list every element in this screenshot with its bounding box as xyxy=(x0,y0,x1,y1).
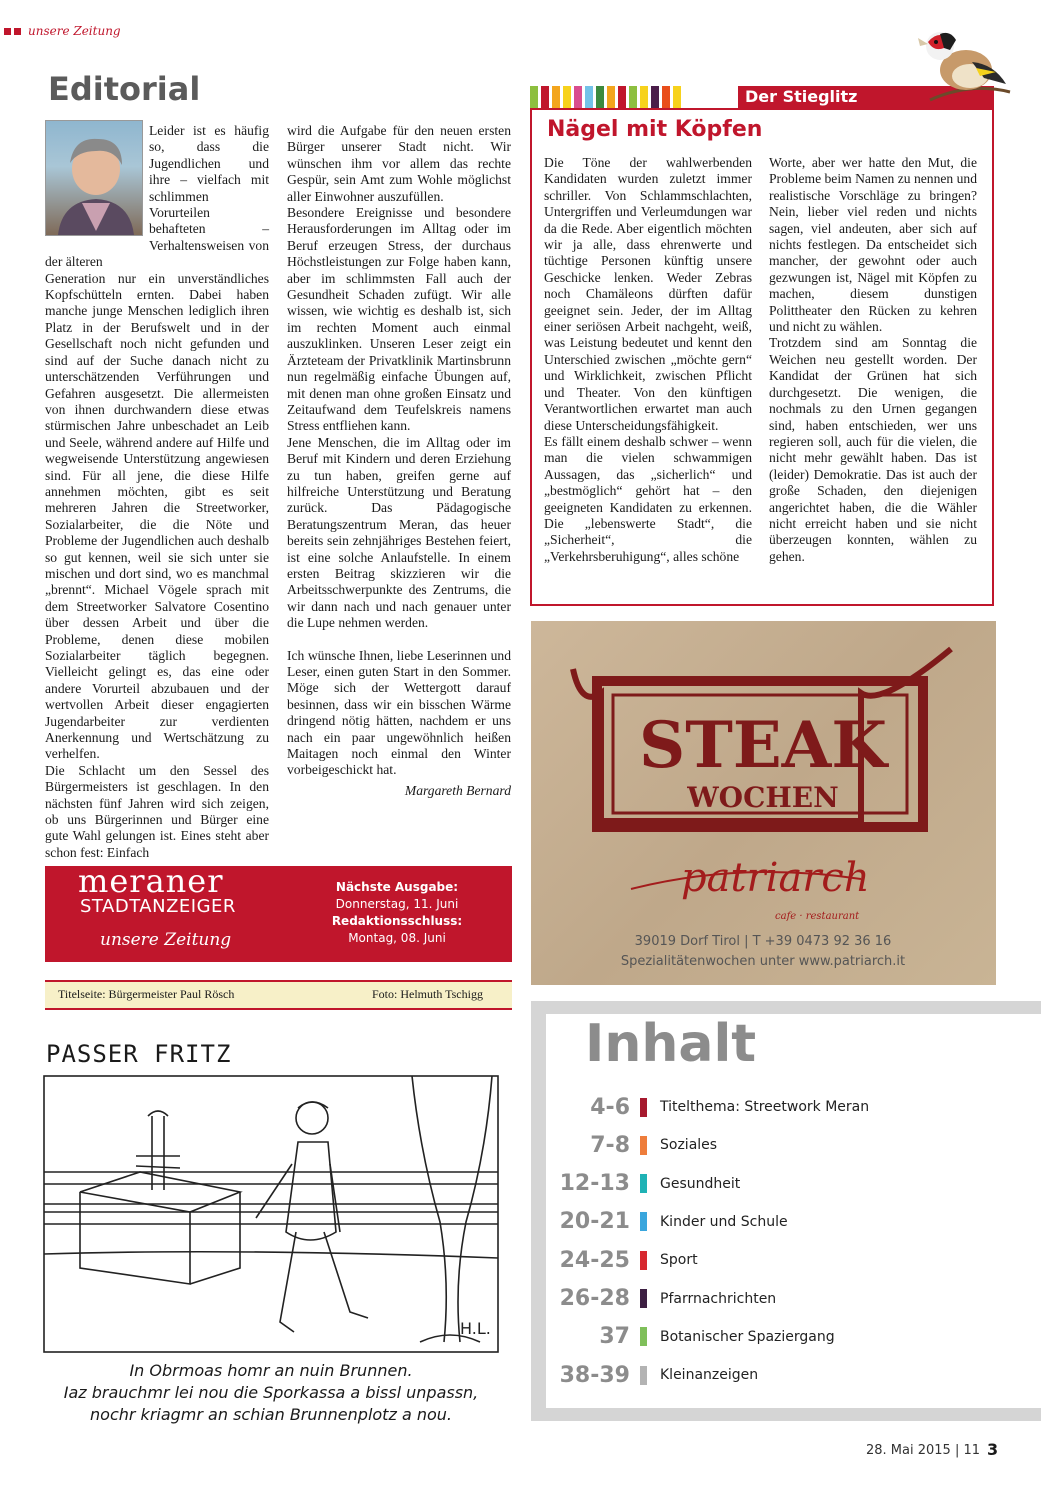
header-brand: unsere Zeitung xyxy=(28,24,121,38)
toc-color-bar xyxy=(640,1366,647,1385)
toc-label: Titelthema: Streetwork Meran xyxy=(660,1099,870,1115)
stripe-segment xyxy=(607,86,615,108)
stieglitz-text: Es fällt einem deshalb schwer – wenn man die vielen schwammigen Aussagen, das „sicherlich“ und „bestmöglich“ gehört hat – den geeigneten Kandidaten zu erkennen. Die „lebenswerte Stadt“, die „Sicherheit“, die „Verkehrsberuhigung“, alles schöne xyxy=(544,433,752,564)
toc-pages: 12-13 xyxy=(559,1171,630,1197)
editorial-text: Generation nur ein unverständliches Kopfschütteln ernten. Dabei haben manche junge Menschen lediglich ihren Platz in der Berufswelt und in der Gesellschaft noch nicht gefunden und sind auf der Suche danach nicht zu unterschätzenden Verführungen und Gefahren ausgesetzt. Die allermeisten von ihnen durchwandern diese etwas stürmischen Jahre unbeschadet an Leib und Seele, während andere auf Hilfe und wegweisende Unterstützung angewiesen sind. Für all jene, die diese Hilfe annehmen möchten, gibt es seit mehreren Jahren die Streetworker, Sozialarbeiter, die die Nöte und Probleme der Jugendlichen auch deshalb so gut kennen, weil sie sich unter sie mischen und dort sind, wo es manchmal „brennt“. Michael Vögele sprach mit dem Streetworker Salvatore Cosentino über dessen Arbeit und über die Probleme, denen diese mobilen Sozialarbeiter täglich begegnen. Vielleicht gelingt es, das eine oder andere Vorurteil abzubauen und der wertvollen Arbeit dieser engagierten Jugendarbeiter zur verdienten Anerkennung und Wertschätzung zu verhelfen. xyxy=(45,270,269,762)
next-issue-date: Donnerstag, 11. Juni xyxy=(335,897,459,911)
cartoon-signature: H.L. xyxy=(460,1319,491,1338)
editorial-author: Margareth Bernard xyxy=(404,782,511,798)
header-marker xyxy=(4,28,11,35)
stieglitz-text: Die Töne der wahlwerbenden Kandidaten wurden zuletzt immer schriller. Von Schlammschlachten, Untergriffen und Verleumdungen war da die Rede. Aber eigentlich möchten wir ja alle, dass ehrenwerte und tüchtige Personen künftig unsere Geschicke lenken. Weder Zebras noch Chamäleons dürften dafür geeignet sein. Jeder, der im Alltag einer seriösen Arbeit nachgeht, weiß, was Leistung bedeutet und kennt den Unterschied zwischen „möchte gern“ und Wirklichkeit, zwischen Pflicht und Theater. Von den künftigen Verantwortlichen erwartet man auch diese Unterscheidungsfähigkeit. xyxy=(544,155,752,433)
ad-restaurant: patriarch xyxy=(681,855,870,901)
editorial-column-2 xyxy=(287,123,511,799)
stieglitz-tag: Der Stieglitz xyxy=(745,87,858,106)
stripe-segment xyxy=(673,86,681,108)
cartoon-caption-line: Iaz brauchmr lei nou die Sporkassa a bissl unpassn, xyxy=(63,1383,479,1402)
deadline-label: Redaktionsschluss: xyxy=(331,914,463,928)
toc-label: Botanischer Spaziergang xyxy=(660,1328,835,1345)
toc-label: Sport xyxy=(660,1252,698,1269)
toc-label: Pfarrnachrichten xyxy=(660,1290,777,1307)
editorial-text: Jene Menschen, die im Alltag oder im Beruf mit Kindern und deren Erziehung zu tun haben, greifen gerne auf hilfreiche Unterstützung und Beratung zurück. Das Pädagogische Beratungszentrum Meran, das heuer bereits sein zehnjähriges Bestehen feiert, ist eine solche Anlaufstelle. In einem ersten Beitrag skizzieren wir die Arbeitsschwerpunkte des Zentrums, die wir dann nach und nach genauer unter die Lupe nehmen werden. xyxy=(287,434,511,631)
editorial-text: Die Schlacht um den Sessel des Bürgermeisters ist geschlagen. In den nächsten fünf Jahren wird sich zeigen, ob uns Bürgerinnen und Bürger eine gute Wahl gelungen ist. Eines steht aber schon fest: Einfach xyxy=(45,762,269,860)
stripe-segment xyxy=(563,86,571,108)
cover-credit-right: Foto: Helmuth Tschigg xyxy=(372,987,483,1001)
toc-pages: 38-39 xyxy=(559,1362,630,1388)
ad-headline: STEAK xyxy=(639,708,887,783)
header-marker xyxy=(14,28,21,35)
stieglitz-text: Worte, aber wer hatte den Mut, die Probleme beim Namen zu nennen und realistische Vorschläge zu bringen? Nein, lieber viel reden und nichts sagen, viel andeuten, aber sich auf nichts festlegen. Da entscheidet sich mancher, der gewohnt oder auch gezwungen ist, Nägel mit Köpfen zu machen, diesem dunstigen Polittheater den Rücken zu kehren und nicht zu wählen. xyxy=(769,155,978,335)
toc-pages: 26-28 xyxy=(559,1286,630,1311)
editorial-text: Leider ist es häufig so, dass die Jugendlichen und ihre – vielfach mit schlimmen Vorurteilen behafteten – Verhaltensweisen von der älteren xyxy=(45,123,269,270)
color-stripe xyxy=(530,86,684,113)
cartoon-title: PASSER FRITZ xyxy=(46,1040,232,1068)
stripe-segment xyxy=(574,86,582,108)
toc-color-bar xyxy=(640,1136,647,1155)
stieglitz-text: Trotzdem sind am Sonntag die Weichen neu gestellt worden. Der Kandidat der Grünen hat sich durchgesetzt. Die wenigen, die nochmals zu den Urnen gegangen sind, haben entschieden, wer uns regieren soll, auch für die vielen, die nicht mehr gewählt haben. Das ist (leider) Demokratie. Das ist auch der große Schaden, den diejenigen angerichtet haben, die die Wähler nicht erreicht haben und sie nicht überzeugen konnten, wählen zu gehen. xyxy=(769,335,977,564)
next-issue-label: Nächste Ausgabe: xyxy=(335,880,459,894)
editorial-column-1 xyxy=(45,123,269,861)
toc-list xyxy=(530,1092,970,1392)
masthead-brand: unsere Zeitung xyxy=(100,930,232,950)
toc-label: Gesundheit xyxy=(660,1175,741,1192)
stripe-segment xyxy=(585,86,593,108)
editorial-title: Editorial xyxy=(48,70,201,108)
toc-item[interactable] xyxy=(530,1092,869,1122)
stripe-segment xyxy=(640,86,648,108)
toc-label: Kleinanzeigen xyxy=(660,1367,759,1384)
toc-pages: 20-21 xyxy=(559,1209,630,1235)
toc-item[interactable] xyxy=(530,1322,835,1352)
ad-address: 39019 Dorf Tirol | T +39 0473 92 36 16 xyxy=(634,934,892,949)
footer-date: 28. Mai 2015 | 11 xyxy=(866,1443,981,1458)
toc-label: Soziales xyxy=(660,1137,718,1154)
stripe-segment xyxy=(662,86,670,108)
stripe-segment xyxy=(651,86,659,108)
stripe-segment xyxy=(618,86,626,108)
stripe-segment xyxy=(629,86,637,108)
toc-item[interactable] xyxy=(530,1245,698,1275)
toc-color-bar xyxy=(640,1212,647,1231)
cartoon-caption-line: nochr kriagmr an schian Brunnenplotz a nou. xyxy=(90,1405,452,1424)
cover-credit-left: Titelseite: Bürgermeister Paul Rösch xyxy=(58,987,235,1001)
toc-item[interactable] xyxy=(530,1207,788,1237)
toc-title: Inhalt xyxy=(585,1014,757,1074)
masthead-subname: STADTANZEIGER xyxy=(80,896,236,917)
goldfinch-illustration xyxy=(910,14,1014,106)
toc-pages: 7-8 xyxy=(590,1132,630,1158)
ad-tagline: cafe · restaurant xyxy=(775,911,860,922)
cartoon-caption-line: In Obrmoas homr an nuin Brunnen. xyxy=(129,1361,413,1380)
stieglitz-title: Nägel mit Köpfen xyxy=(547,117,763,142)
toc-color-bar xyxy=(640,1251,647,1270)
page-header xyxy=(4,22,121,40)
toc-color-bar xyxy=(640,1098,647,1117)
toc-item[interactable] xyxy=(530,1169,740,1199)
toc-item[interactable] xyxy=(530,1360,758,1390)
stripe-segment xyxy=(552,86,560,108)
ad-subline: WOCHEN xyxy=(687,781,839,814)
cartoon-caption xyxy=(40,1360,502,1426)
cartoon-drawing xyxy=(40,1072,502,1358)
ad-note: Spezialitätenwochen unter www.patriarch.it xyxy=(620,954,906,969)
masthead-info xyxy=(322,879,472,947)
stripe-segment xyxy=(541,86,549,108)
toc-color-bar xyxy=(640,1327,647,1346)
editorial-text: Ich wünsche Ihnen, liebe Leserinnen und Leser, einen guten Start in den Sommer. Möge sich der Wettergott darauf besinnen, dass wir ein bisschen Wärme dringend nötig hätten, nachdem er uns nach ein paar ungewöhnlich heißen Maitagen noch einmal den Winter vorbeigeschickt hat. xyxy=(287,647,511,778)
steak-ad xyxy=(531,621,996,985)
deadline-date: Montag, 08. Juni xyxy=(348,931,446,945)
editorial-text: Besondere Ereignisse und besondere Herausforderungen im Alltag oder im Beruf erzeugen Stress, der durchaus Höchstleistungen zur Folge haben kann, aber im schlimmsten Fall auch der Gesundheit Schaden zufügt. Wir alle wissen, wie wichtig es deshalb ist, sich im rechten Moment auch einmal auszuklinken. Unseren Leser zeigt ein Ärzteteam der Privatklinik Martinsbrunn nun regelmäßig einfache Übungen auf, mit denen man ohne großen Einsatz und Zeitaufwand dem Teufelskreis namens Stress entfliehen kann. xyxy=(287,205,511,434)
toc-item[interactable] xyxy=(530,1130,717,1160)
editorial-text: wird die Aufgabe für den neuen ersten Bürger unserer Stadt nicht. Wir wünschen ihm vor allem das rechte Gespür, sein Amt zum Wohle möglichst aller Einwohner auszufüllen. xyxy=(287,123,511,204)
toc-pages: 24-25 xyxy=(559,1247,630,1273)
toc-item[interactable] xyxy=(530,1284,776,1314)
page-number: 3 xyxy=(987,1440,999,1459)
toc-color-bar xyxy=(640,1289,647,1308)
masthead-name: meraner xyxy=(78,862,224,900)
stieglitz-column-2 xyxy=(769,155,977,565)
toc-label: Kinder und Schule xyxy=(660,1213,788,1230)
photo-wrap-space xyxy=(45,123,149,251)
stripe-segment xyxy=(530,86,538,108)
stieglitz-column-1 xyxy=(544,155,752,565)
toc-color-bar xyxy=(640,1174,647,1193)
toc-pages: 4-6 xyxy=(590,1094,630,1120)
stripe-segment xyxy=(596,86,604,108)
toc-pages: 37 xyxy=(599,1324,630,1350)
